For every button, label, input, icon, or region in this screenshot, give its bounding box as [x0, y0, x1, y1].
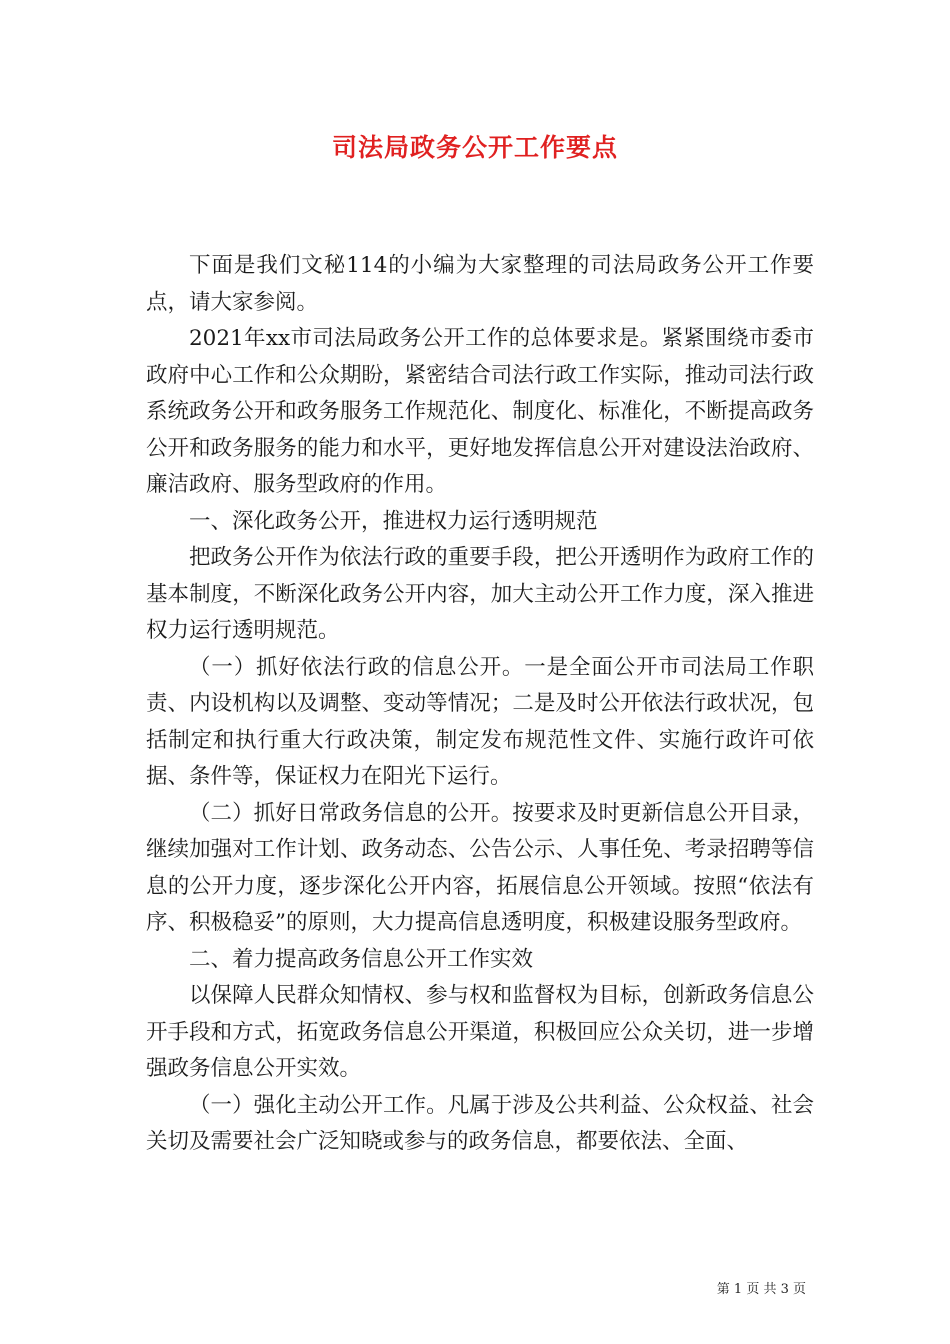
section-heading-1: 一、深化政务公开，推进权力运行透明规范	[189, 508, 598, 534]
page-number: 第 1 页 共 3 页	[716, 1282, 806, 1297]
paragraph-intro: 下面是我们文秘114的小编为大家整理的司法局政务公开工作要点，请大家参阅。	[146, 253, 814, 315]
document-body	[146, 248, 814, 1161]
paragraph-item-2-1: （一）强化主动公开工作。凡属于涉及公共利益、公众权益、社会关切及需要社会广泛知晓或参与的政务信息，都要依法、全面、	[146, 1092, 814, 1154]
document-title: 司法局政务公开工作要点	[331, 133, 618, 162]
paragraph-item-1-2: （二）抓好日常政务信息的公开。按要求及时更新信息公开目录，继续加强对工作计划、政务动态、公告公示、人事任免、考录招聘等信息的公开力度，逐步深化公开内容，拓展信息公开领域。按照“依法有序、积极稳妥”的原则，大力提高信息透明度，积极建设服务型政府。	[146, 800, 814, 935]
paragraph-section-1: 把政务公开作为依法行政的重要手段，把公开透明作为政府工作的基本制度，不断深化政务公开内容，加大主动公开工作力度，深入推进权力运行透明规范。	[146, 545, 814, 643]
section-heading-2: 二、着力提高政务信息公开工作实效	[189, 946, 534, 972]
paragraph-section-2: 以保障人民群众知情权、参与权和监督权为目标，创新政务信息公开手段和方式，拓宽政务信息公开渠道，积极回应公众关切，进一步增强政务信息公开实效。	[146, 983, 814, 1081]
paragraph-item-1-1: （一）抓好依法行政的信息公开。一是全面公开市司法局工作职责、内设机构以及调整、变动等情况；二是及时公开依法行政状况，包括制定和执行重大行政决策，制定发布规范性文件、实施行政许可依据、条件等，保证权力在阳光下运行。	[146, 654, 814, 789]
paragraph-overall-requirement: 2021年xx市司法局政务公开工作的总体要求是。紧紧围绕市委市政府中心工作和公众期盼，紧密结合司法行政工作实际，推动司法行政系统政务公开和政务服务工作规范化、制度化、标准化，不断提高政务公开和政务服务的能力和水平，更好地发挥信息公开对建设法治政府、廉洁政府、服务型政府的作用。	[146, 326, 814, 497]
